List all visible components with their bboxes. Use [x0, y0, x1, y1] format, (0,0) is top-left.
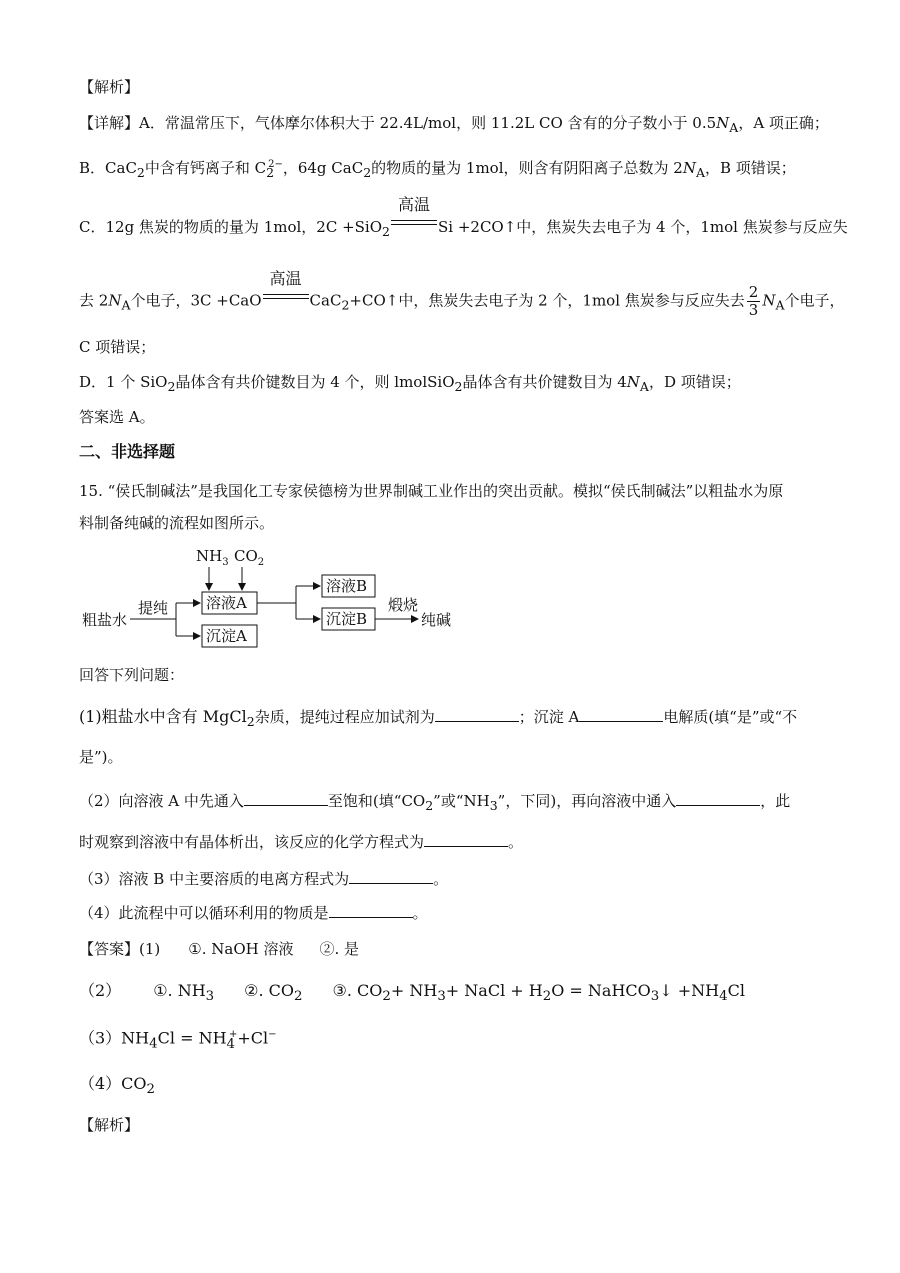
text: ②. CO [244, 981, 295, 1000]
text: 。 [508, 833, 524, 851]
subscript: 2 [382, 989, 391, 1005]
detail-line-d [79, 372, 741, 397]
subscript: 2 [363, 165, 372, 180]
text: Si +2CO↑中，焦炭失去电子为 4 个，1mol 焦炭参与反应失 [437, 218, 848, 236]
flow-purify-label: 提纯 [138, 599, 169, 617]
detail-line-c2 [79, 268, 845, 319]
analysis-tag-bottom: 【解析】 [79, 1116, 140, 1134]
subscript: 2 [167, 379, 176, 394]
subscript: 3 [205, 989, 215, 1005]
subscript: 2 [454, 379, 463, 394]
question-4 [79, 903, 428, 923]
text: （4）CO [79, 1074, 147, 1093]
subscript: 2 [266, 165, 275, 180]
text: Cl = NH [157, 1028, 227, 1048]
subscript: 3 [437, 989, 446, 1005]
text: 时观察到溶液中有晶体析出，该反应的化学方程式为 [79, 833, 425, 851]
answer-choice: 答案选 A。 [79, 408, 155, 426]
answer-tag: 【答案】 [79, 940, 140, 958]
text: ”或“NH [433, 792, 490, 810]
text: +CO↑中，焦炭失去电子为 2 个，1mol 焦炭参与反应失去 [349, 291, 745, 310]
flow-precip-b-label: 沉淀B [326, 610, 368, 628]
reaction-condition-arrow [391, 195, 437, 232]
text: + NH [390, 981, 438, 1000]
flow-precip-a-label: 沉淀A [206, 627, 247, 645]
text: （3）NH [79, 1028, 150, 1048]
text: ，B 项错误； [704, 159, 796, 177]
text: +Cl [237, 1028, 269, 1048]
subscript: 2 [146, 1082, 156, 1098]
detail-tag: 【详解】 [79, 114, 140, 132]
text: ，此 [760, 792, 791, 810]
analysis-tag-top: 【解析】 [79, 78, 140, 96]
text: 电解质(填“是”或“不 [663, 708, 798, 726]
flow-start-label: 粗盐水 [82, 611, 128, 629]
text: 中含有钙离子和 C [144, 159, 267, 177]
subscript: A [695, 165, 705, 180]
answer-3 [79, 1025, 277, 1055]
avogadro-symbol: N [108, 291, 122, 310]
reaction-condition-label: 高温 [269, 268, 302, 288]
reaction-condition-label: 高温 [397, 195, 430, 214]
text: (1) [139, 940, 161, 958]
detail-line-c [79, 195, 848, 242]
answer-4 [79, 1074, 155, 1100]
flow-solution-b-label: 溶液B [326, 577, 368, 595]
text: （3）溶液 B 中主要溶质的电离方程式为 [79, 870, 350, 888]
question-2 [79, 791, 790, 816]
subscript: 2 [136, 165, 145, 180]
answer-blank [579, 707, 663, 722]
superscript: − [268, 1029, 277, 1040]
text: 去 2 [79, 291, 109, 310]
text: ③. CO [332, 981, 383, 1000]
subscript: 4 [149, 1036, 158, 1052]
text: 晶体含有共价键数目为 4 个，则 lmolSiO [175, 373, 455, 391]
flow-nh3-label: $NH_3$ [196, 547, 229, 568]
detail-line-c3: C 项错误； [79, 338, 156, 356]
text: ↓ +NH [659, 981, 720, 1000]
flow-solution-a-label: 溶液A [206, 594, 247, 612]
text: Cl [727, 981, 745, 1000]
subscript: A [729, 120, 739, 135]
subscript: A [639, 379, 649, 394]
subscript: 2 [246, 714, 255, 729]
fraction [747, 284, 761, 319]
answer-prompt: 回答下列问题： [79, 666, 185, 684]
text: O = NaHCO [551, 981, 651, 1000]
text: ①. NH [153, 981, 206, 1000]
answer-1 [79, 939, 359, 959]
text: ，D 项错误； [648, 373, 741, 391]
superscript: + [229, 1029, 238, 1040]
subscript: 3 [650, 989, 660, 1005]
answer-blank [435, 707, 519, 722]
reaction-condition-arrow [263, 268, 309, 306]
text: 的物质的量为 1mol，则含有阴阳离子总数为 2 [371, 159, 683, 177]
text: 。 [412, 904, 428, 922]
avogadro-symbol: N [626, 373, 640, 391]
text: A．常温常压下，气体摩尔体积大于 22.4L/mol，则 11.2L CO 含有的分子数小于 0.5 [139, 114, 717, 132]
text: ①. NaOH 溶液 [188, 940, 294, 958]
question-15-line-1: 15. “侯氏制碱法”是我国化工专家侯德榜为世界制碱工业作出的突出贡献。模拟“侯氏制碱法”以粗盐水为原 [79, 482, 784, 500]
flow-calcine-label: 煅烧 [388, 596, 419, 614]
question-1 [79, 707, 797, 732]
subscript: 2 [341, 297, 350, 313]
question-1-cont: 是”)。 [79, 748, 123, 766]
avogadro-symbol: N [716, 114, 730, 132]
text: 个电子， [784, 291, 845, 310]
double-bar-icon [263, 294, 309, 299]
question-15-line-2: 料制备纯碱的流程如图所示。 [79, 514, 275, 532]
answer-blank [424, 832, 508, 847]
detail-line-b [79, 155, 796, 183]
flow-diagram [78, 543, 458, 653]
text: ，64g CaC [282, 159, 364, 177]
fraction-denominator: 3 [748, 301, 759, 319]
text: B．CaC [79, 159, 137, 177]
text: 。 [433, 870, 449, 888]
subscript: A [121, 297, 131, 313]
text: CaC [309, 291, 342, 310]
text: （2） [79, 981, 122, 1000]
text: ；沉淀 A [518, 708, 580, 726]
text: D．1 个 SiO [79, 373, 168, 391]
avogadro-symbol: N [682, 159, 696, 177]
subscript: 4 [226, 1036, 235, 1052]
text: ，A 项正确； [738, 114, 829, 132]
fraction-numerator: 2 [748, 283, 759, 301]
answer-blank [676, 791, 760, 806]
text: 杂质，提纯过程应加试剂为 [254, 708, 435, 726]
answer-blank [349, 869, 433, 884]
text: 个电子，3C +CaO [130, 291, 262, 310]
text: ②. 是 [319, 940, 360, 958]
subscript: A [775, 297, 785, 313]
superscript: 2− [268, 159, 283, 170]
subscript: 3 [489, 798, 498, 813]
text: ”，下同)，再向溶液中通入 [497, 792, 677, 810]
text: + NaCl + H [445, 981, 543, 1000]
section-title: 二、非选择题 [79, 442, 176, 461]
detail-line-a [79, 113, 829, 138]
subscript: 2 [294, 989, 303, 1005]
answer-blank [329, 903, 413, 918]
text: （2）向溶液 A 中先通入 [79, 792, 244, 810]
text: （4）此流程中可以循环利用的物质是 [79, 904, 329, 922]
answer-2 [79, 981, 745, 1007]
subscript: 2 [425, 798, 434, 813]
text: (1)粗盐水中含有 MgCl [79, 707, 247, 726]
question-3 [79, 869, 448, 889]
flow-product-label: 纯碱 [421, 611, 452, 629]
subscript: 4 [719, 989, 728, 1005]
avogadro-symbol: N [762, 291, 776, 310]
subscript: 2 [542, 989, 552, 1005]
subscript: 2 [382, 224, 390, 239]
text: 至饱和(填“CO [327, 792, 426, 810]
text: C．12g 焦炭的物质的量为 1mol，2C +SiO [79, 218, 383, 236]
double-bar-icon [391, 220, 437, 225]
flow-co2-label: $CO_2$ [234, 547, 265, 568]
text: 晶体含有共价键数目为 4 [462, 373, 627, 391]
question-2-cont [79, 832, 523, 852]
answer-blank [244, 791, 328, 806]
